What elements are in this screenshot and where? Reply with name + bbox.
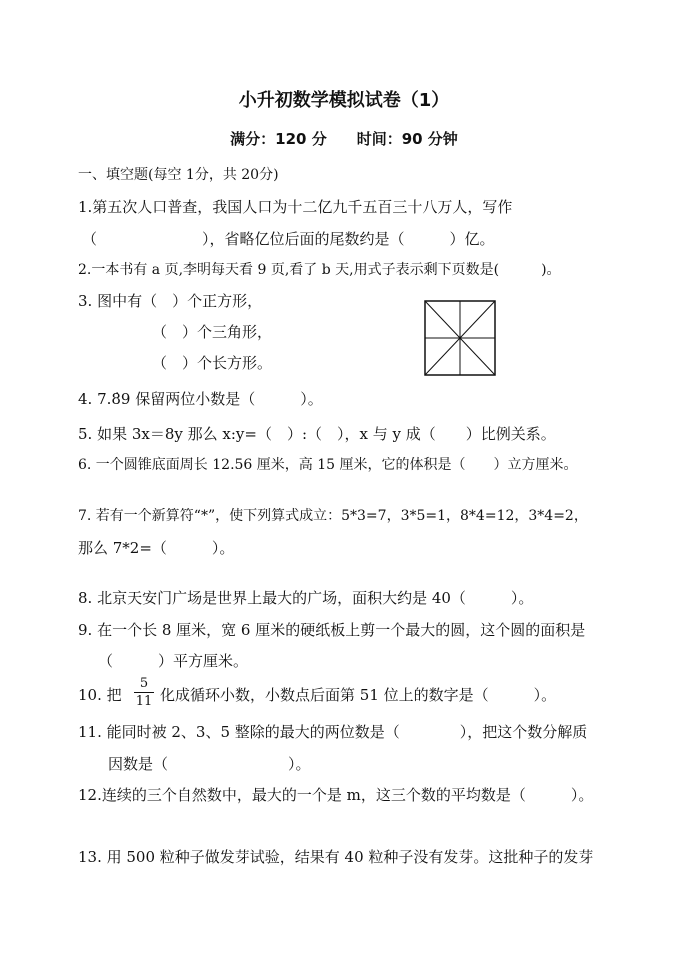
- page-title: 小升初数学模拟试卷（1）: [238, 90, 450, 111]
- question-10-suffix: 化成循环小数，小数点后面第 51 位上的数字是（ ）。: [160, 686, 557, 704]
- question-3-line-1: 3. 图中有（ ）个正方形，: [78, 292, 263, 310]
- question-11-line-2: 因数是（ ）。: [108, 755, 311, 773]
- question-4: 4. 7.8̇9 保留两位小数是（ ）。: [78, 390, 323, 408]
- question-2: 2.一本书有 a 页,李明每天看 9 页,看了 b 天,用式子表示剩下页数是( )。: [78, 262, 561, 278]
- question-13: 13. 用 500 粒种子做发芽试验，结果有 40 粒种子没有发芽。这批种子的发芽: [78, 848, 594, 866]
- section-heading: 一、填空题(每空 1分，共 20分): [78, 167, 279, 183]
- question-7-line-2: 那么 7*2=（ ）。: [78, 539, 235, 557]
- question-9-line-2: （ ）平方厘米。: [98, 652, 249, 670]
- question-3-line-3: （ ）个长方形。: [152, 354, 273, 372]
- exam-info: 满分：120 分 时间：90 分钟: [230, 130, 458, 148]
- question-9-line-1: 9. 在一个长 8 厘米，宽 6 厘米的硬纸板上剪一个最大的圆，这个圆的面积是: [78, 621, 586, 639]
- question-5: 5. 如果 3x＝8y 那么 x:y=（ ）:（ ），x 与 y 成（ ）比例关系。: [78, 425, 556, 443]
- question-1-line-1: 1.第五次人口普查，我国人口为十二亿九千五百三十八万人，写作: [78, 198, 513, 216]
- question-11-line-1: 11. 能同时被 2、3、5 整除的最大的两位数是（ ），把这个数分解质: [78, 723, 588, 741]
- question-1-line-2: （ ），省略亿位后面的尾数约是（ ）亿。: [82, 230, 495, 248]
- fraction-denominator: 11: [135, 694, 153, 709]
- fraction-numerator: 5: [134, 676, 154, 693]
- fraction-5-over-11: [134, 676, 154, 709]
- question-12: 12.连续的三个自然数中，最大的一个是 m，这三个数的平均数是（ ）。: [78, 786, 594, 804]
- question-6: 6. 一个圆锥底面周长 12.56 厘米，高 15 厘米，它的体积是（ ）立方厘米。: [78, 457, 578, 473]
- square-grid-figure-icon: [424, 300, 496, 376]
- question-10-prefix: 10. 把: [78, 686, 122, 704]
- question-8: 8. 北京天安门广场是世界上最大的广场，面积大约是 40（ ）。: [78, 589, 534, 607]
- question-3-line-2: （ ）个三角形，: [152, 323, 273, 341]
- question-7-line-1: 7. 若有一个新算符“*”，使下列算式成立：5*3=7，3*5=1，8*4=12，3*4=2，: [78, 508, 588, 524]
